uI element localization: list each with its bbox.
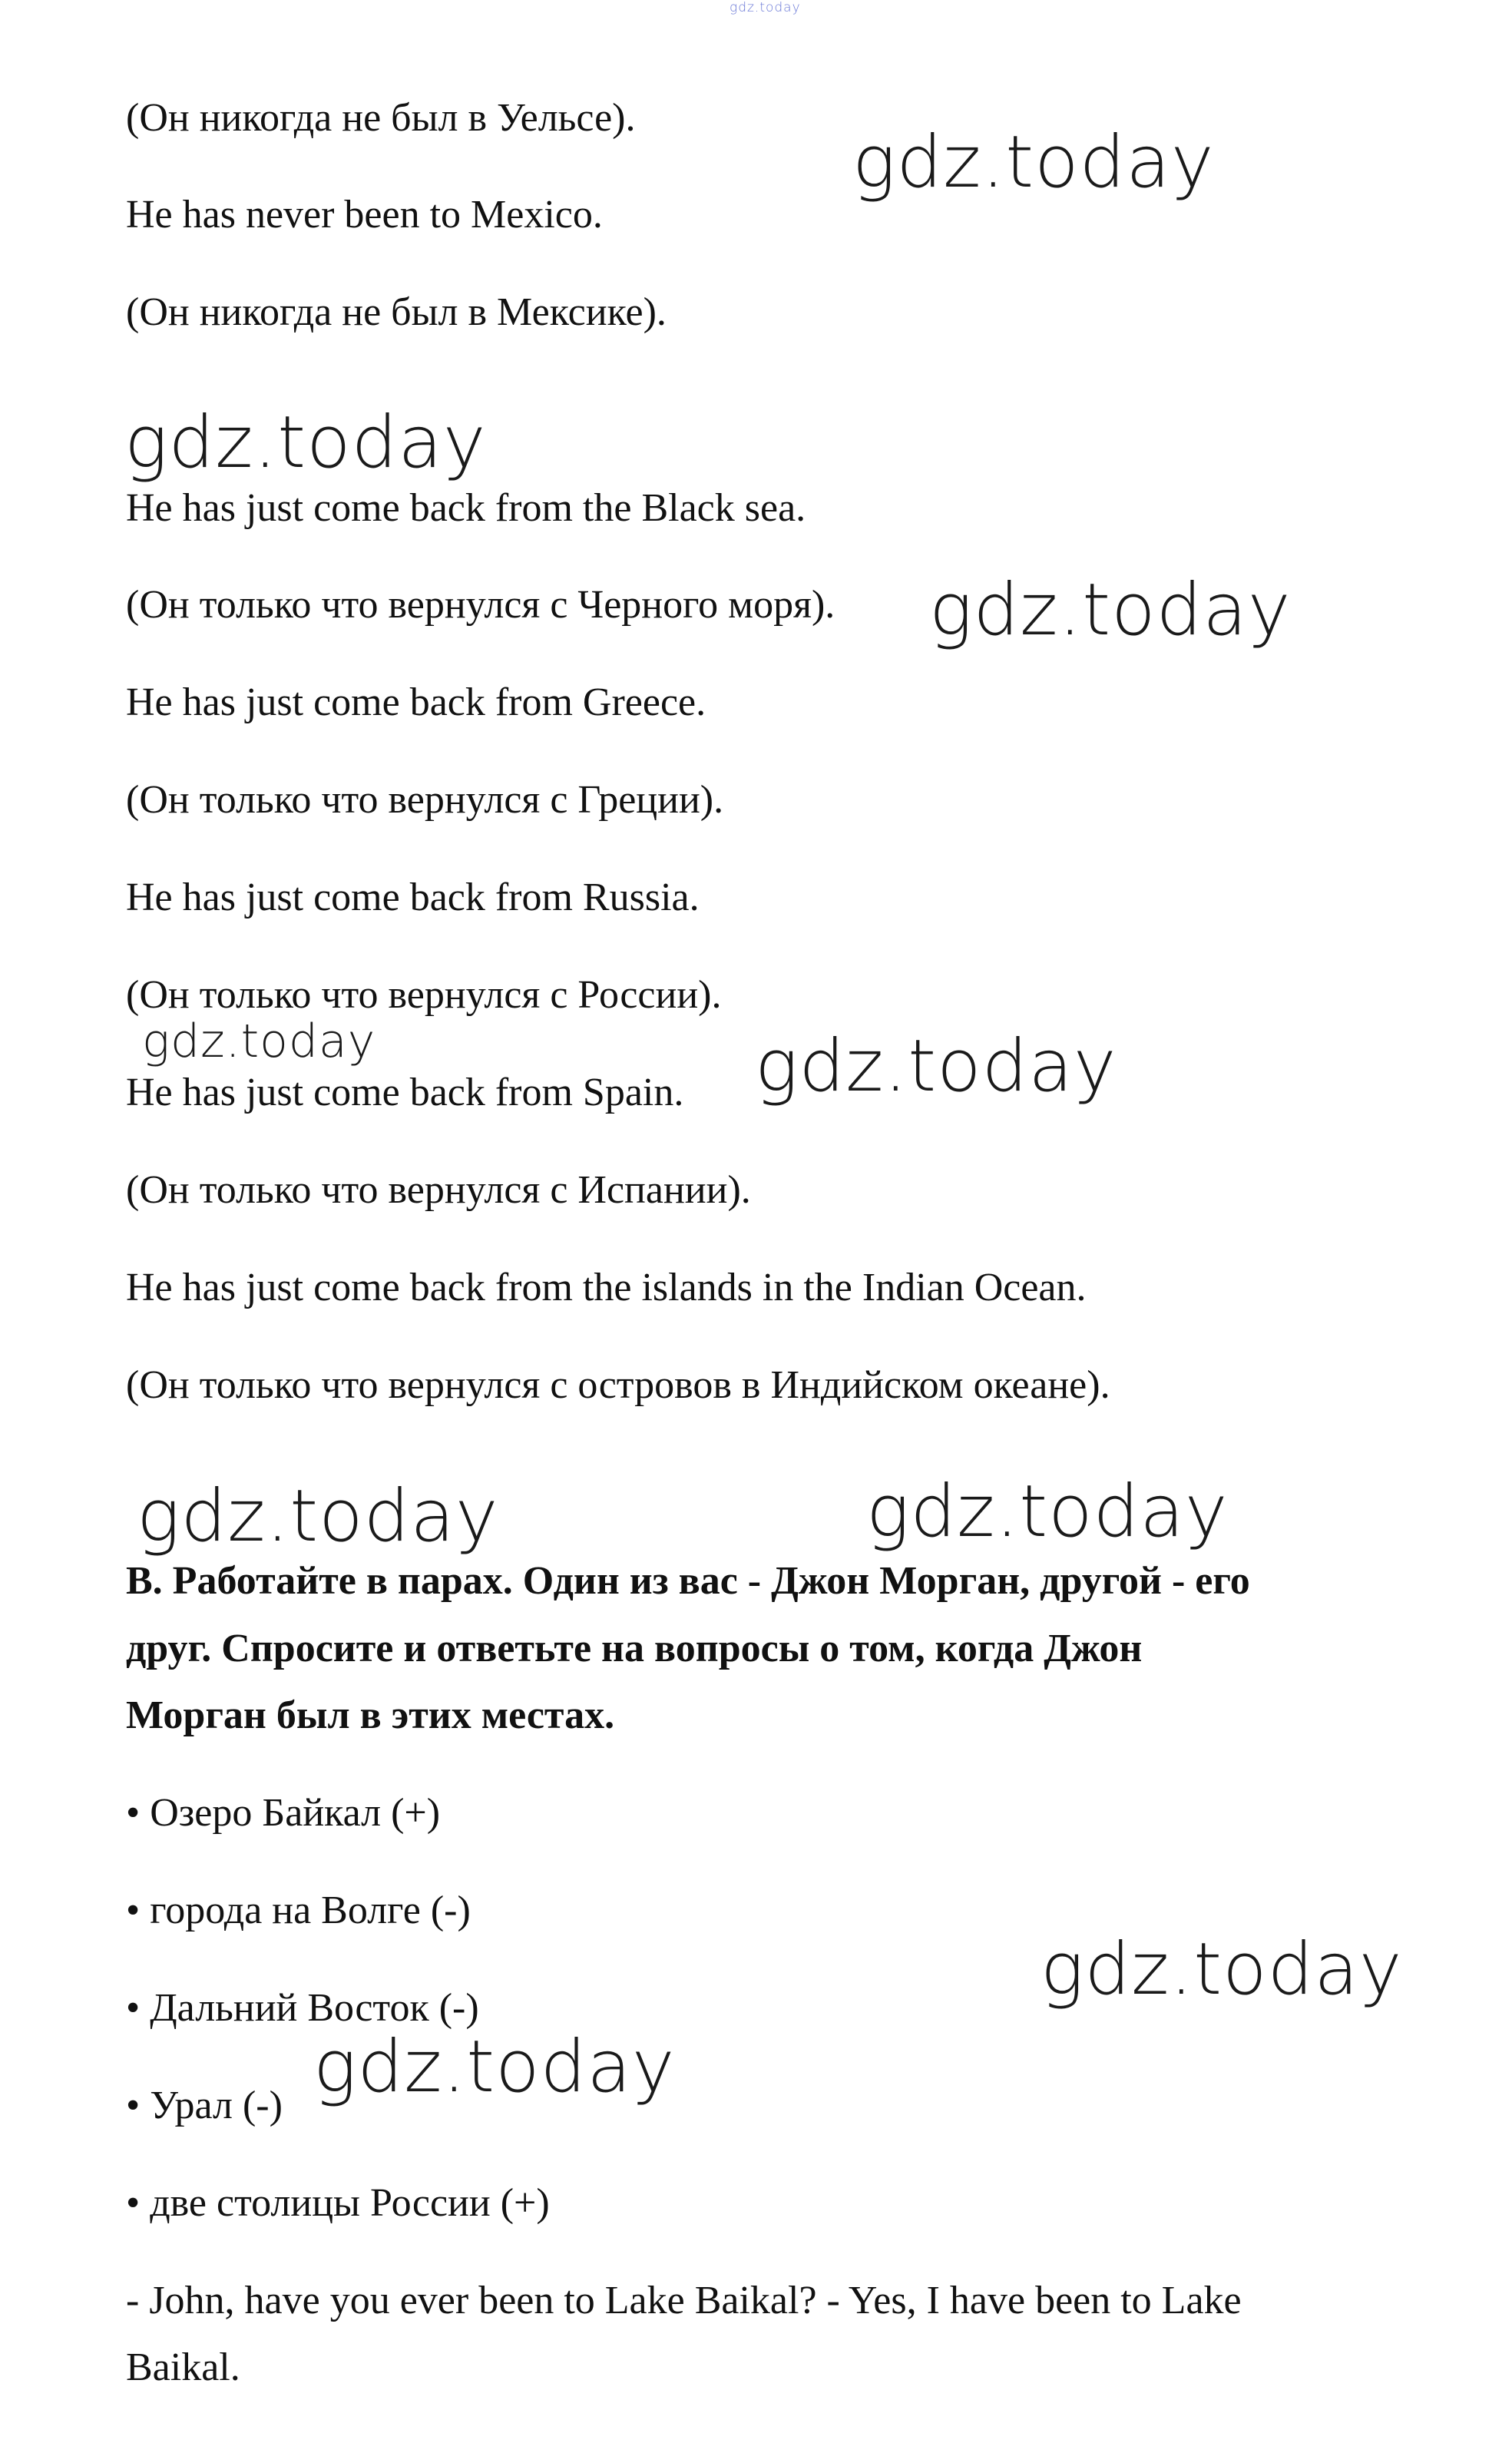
text-line: (Он только что вернулся с островов в Индийском океане).: [126, 1363, 1110, 1407]
task-heading-line: Морган был в этих местах.: [126, 1693, 615, 1737]
task-heading-line: друг. Спросите и ответьте на вопросы о том, когда Джон: [126, 1627, 1143, 1670]
bullet-item: • города на Волге (-): [126, 1889, 471, 1932]
header-watermark: gdz.today: [730, 0, 801, 15]
text-line: (Он только что вернулся с России).: [126, 973, 722, 1017]
watermark-text: gdz.today: [137, 1475, 499, 1558]
text-line: He has just come back from Spain.: [126, 1071, 684, 1114]
text-line: He has just come back from the Black sea.: [126, 486, 806, 530]
text-line: (Он никогда не был в Мексике).: [126, 290, 667, 334]
watermark-text: gdz.today: [866, 1470, 1229, 1554]
watermark-text: gdz.today: [852, 121, 1215, 204]
text-line: (Он только что вернулся с Черного моря).: [126, 583, 835, 627]
text-line: He has never been to Mexico.: [126, 193, 603, 237]
bullet-item: • две столицы России (+): [126, 2181, 550, 2225]
dialog-line: Baikal.: [126, 2345, 240, 2389]
watermark-text: gdz.today: [1041, 1928, 1403, 2011]
watermark-text: gdz.today: [142, 1015, 376, 1068]
text-line: He has just come back from Russia.: [126, 876, 700, 919]
task-heading-line: B. Работайте в парах. Один из вас - Джон Морган, другой - его: [126, 1559, 1250, 1603]
text-line: (Он только что вернулся с Греции).: [126, 778, 724, 822]
bullet-item: • Дальний Восток (-): [126, 1986, 479, 2030]
watermark-text: gdz.today: [124, 401, 487, 485]
text-line: He has just come back from the islands in the Indian Ocean.: [126, 1266, 1087, 1309]
watermark-text: gdz.today: [313, 2025, 676, 2109]
bullet-item: • Озеро Байкал (+): [126, 1791, 441, 1835]
text-line: (Он только что вернулся с Испании).: [126, 1168, 751, 1212]
bullet-item: • Урал (-): [126, 2084, 283, 2127]
watermark-text: gdz.today: [929, 568, 1292, 652]
watermark-text: gdz.today: [755, 1025, 1117, 1108]
text-line: (Он никогда не был в Уельсе).: [126, 96, 636, 140]
dialog-line: - John, have you ever been to Lake Baikal? - Yes, I have been to Lake: [126, 2279, 1242, 2322]
text-line: He has just come back from Greece.: [126, 680, 706, 724]
